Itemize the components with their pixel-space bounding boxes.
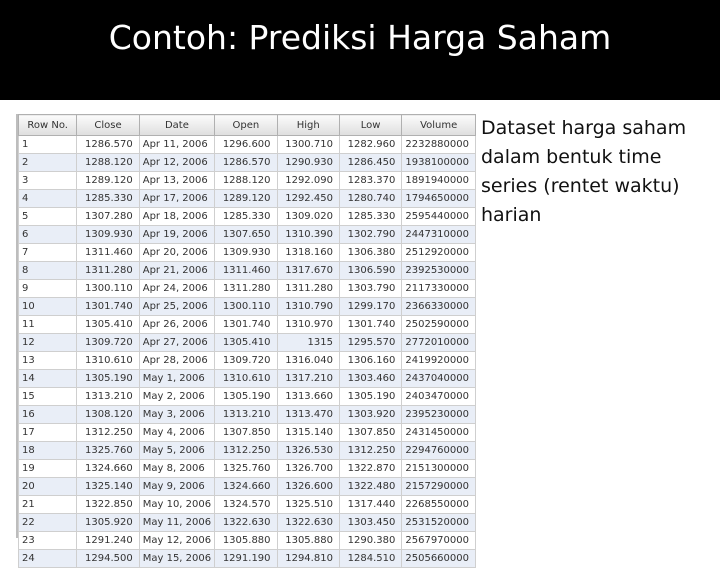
- table-cell: 1289.120: [77, 172, 139, 190]
- table-cell: 2502590000: [402, 316, 476, 334]
- table-cell: May 1, 2006: [139, 370, 214, 388]
- table-cell: 1285.330: [339, 208, 401, 226]
- table-cell: 1322.630: [277, 514, 339, 532]
- slide-title: Contoh: Prediksi Harga Saham: [108, 18, 612, 57]
- table-cell: 1301.740: [77, 298, 139, 316]
- table-cell: 1938100000: [402, 154, 476, 172]
- table-cell: 1292.090: [277, 172, 339, 190]
- table-row[interactable]: [19, 136, 476, 154]
- table-cell: 1309.020: [277, 208, 339, 226]
- table-body: [19, 136, 476, 568]
- table-cell: 1326.700: [277, 460, 339, 478]
- table-cell: 1325.140: [77, 478, 139, 496]
- table-cell: 1288.120: [215, 172, 277, 190]
- table-cell: Apr 11, 2006: [139, 136, 214, 154]
- table-cell: May 15, 2006: [139, 550, 214, 568]
- table-cell: May 5, 2006: [139, 442, 214, 460]
- table-cell: 2419920000: [402, 352, 476, 370]
- table-cell: 1325.760: [215, 460, 277, 478]
- table-cell: 5: [19, 208, 77, 226]
- table-cell: 2512920000: [402, 244, 476, 262]
- table-cell: 1301.740: [339, 316, 401, 334]
- table-cell: 1286.450: [339, 154, 401, 172]
- table-row[interactable]: [19, 172, 476, 190]
- table-cell: 21: [19, 496, 77, 514]
- table-cell: 23: [19, 532, 77, 550]
- table-cell: May 4, 2006: [139, 424, 214, 442]
- table-cell: Apr 21, 2006: [139, 262, 214, 280]
- table-cell: 2447310000: [402, 226, 476, 244]
- table-cell: May 10, 2006: [139, 496, 214, 514]
- table-cell: 1284.510: [339, 550, 401, 568]
- column-header[interactable]: Volume: [402, 115, 476, 136]
- table-row[interactable]: [19, 550, 476, 568]
- table-row[interactable]: [19, 280, 476, 298]
- table-cell: 1292.450: [277, 190, 339, 208]
- column-header[interactable]: Open: [215, 115, 277, 136]
- table-cell: 1303.460: [339, 370, 401, 388]
- table-cell: Apr 26, 2006: [139, 316, 214, 334]
- table-row[interactable]: [19, 460, 476, 478]
- table-cell: 1316.040: [277, 352, 339, 370]
- table-row[interactable]: [19, 154, 476, 172]
- table-cell: 2117330000: [402, 280, 476, 298]
- table-cell: Apr 28, 2006: [139, 352, 214, 370]
- table-cell: 1311.280: [215, 280, 277, 298]
- table-row[interactable]: [19, 496, 476, 514]
- table-row[interactable]: [19, 514, 476, 532]
- table-row[interactable]: [19, 298, 476, 316]
- table-cell: 1307.650: [215, 226, 277, 244]
- table-cell: 1296.600: [215, 136, 277, 154]
- table-cell: 2151300000: [402, 460, 476, 478]
- table-cell: 1290.380: [339, 532, 401, 550]
- table-cell: 19: [19, 460, 77, 478]
- table-cell: 1317.210: [277, 370, 339, 388]
- table-cell: 2294760000: [402, 442, 476, 460]
- table-cell: 3: [19, 172, 77, 190]
- table-row[interactable]: [19, 244, 476, 262]
- table-cell: 1310.610: [77, 352, 139, 370]
- table-cell: 2392530000: [402, 262, 476, 280]
- table-cell: 1291.240: [77, 532, 139, 550]
- table-cell: 2437040000: [402, 370, 476, 388]
- table-cell: 1324.660: [215, 478, 277, 496]
- table-cell: May 3, 2006: [139, 406, 214, 424]
- table-cell: 14: [19, 370, 77, 388]
- table-cell: 1300.710: [277, 136, 339, 154]
- table-cell: 1282.960: [339, 136, 401, 154]
- table-cell: Apr 25, 2006: [139, 298, 214, 316]
- column-header[interactable]: Date: [139, 115, 214, 136]
- table-cell: 1310.790: [277, 298, 339, 316]
- table-cell: 1324.660: [77, 460, 139, 478]
- table-cell: 1312.250: [339, 442, 401, 460]
- table-cell: 2157290000: [402, 478, 476, 496]
- table-cell: 2431450000: [402, 424, 476, 442]
- table-cell: 1326.530: [277, 442, 339, 460]
- table-cell: 1290.930: [277, 154, 339, 172]
- table-cell: Apr 27, 2006: [139, 334, 214, 352]
- table-row[interactable]: [19, 226, 476, 244]
- table-cell: 6: [19, 226, 77, 244]
- table-cell: 1318.160: [277, 244, 339, 262]
- table-cell: 4: [19, 190, 77, 208]
- table-cell: 2595440000: [402, 208, 476, 226]
- table-row[interactable]: [19, 442, 476, 460]
- table-cell: 1311.460: [77, 244, 139, 262]
- table-cell: 1309.720: [77, 334, 139, 352]
- table-cell: 1312.250: [77, 424, 139, 442]
- table-cell: 1285.330: [215, 208, 277, 226]
- table-cell: 1315.140: [277, 424, 339, 442]
- table-cell: 8: [19, 262, 77, 280]
- table-cell: 1325.760: [77, 442, 139, 460]
- table-cell: 2531520000: [402, 514, 476, 532]
- table-cell: 1301.740: [215, 316, 277, 334]
- table-cell: May 8, 2006: [139, 460, 214, 478]
- table-row[interactable]: [19, 532, 476, 550]
- stock-price-table: [18, 114, 476, 568]
- table-cell: 1300.110: [215, 298, 277, 316]
- table-cell: 1311.280: [277, 280, 339, 298]
- table-cell: 2403470000: [402, 388, 476, 406]
- table-cell: 1309.930: [77, 226, 139, 244]
- table-cell: Apr 12, 2006: [139, 154, 214, 172]
- table-cell: 1306.380: [339, 244, 401, 262]
- table-cell: 7: [19, 244, 77, 262]
- table-row[interactable]: [19, 406, 476, 424]
- table-cell: Apr 18, 2006: [139, 208, 214, 226]
- column-header[interactable]: High: [277, 115, 339, 136]
- table-row[interactable]: [19, 352, 476, 370]
- table-cell: 2366330000: [402, 298, 476, 316]
- table-cell: 1286.570: [215, 154, 277, 172]
- table-cell: 1324.570: [215, 496, 277, 514]
- table-cell: 1303.450: [339, 514, 401, 532]
- table-row[interactable]: [19, 478, 476, 496]
- table-cell: 1302.790: [339, 226, 401, 244]
- dataset-table-screenshot: [16, 114, 476, 564]
- table-cell: 22: [19, 514, 77, 532]
- column-header[interactable]: Low: [339, 115, 401, 136]
- table-cell: 11: [19, 316, 77, 334]
- table-cell: Apr 20, 2006: [139, 244, 214, 262]
- table-cell: 9: [19, 280, 77, 298]
- table-cell: 1305.190: [215, 388, 277, 406]
- table-cell: 2772010000: [402, 334, 476, 352]
- table-cell: 1305.410: [215, 334, 277, 352]
- table-cell: May 9, 2006: [139, 478, 214, 496]
- table-cell: 1308.120: [77, 406, 139, 424]
- table-cell: 2395230000: [402, 406, 476, 424]
- table-cell: 13: [19, 352, 77, 370]
- column-header[interactable]: Row No.: [19, 115, 77, 136]
- table-cell: 1291.190: [215, 550, 277, 568]
- table-cell: Apr 24, 2006: [139, 280, 214, 298]
- table-cell: 1295.570: [339, 334, 401, 352]
- table-header-row: [19, 115, 476, 136]
- table-cell: 1: [19, 136, 77, 154]
- table-cell: 18: [19, 442, 77, 460]
- table-cell: 1289.120: [215, 190, 277, 208]
- table-cell: 1306.590: [339, 262, 401, 280]
- table-cell: 15: [19, 388, 77, 406]
- table-cell: 17: [19, 424, 77, 442]
- table-cell: 1325.510: [277, 496, 339, 514]
- table-cell: 1305.920: [77, 514, 139, 532]
- table-cell: 1303.790: [339, 280, 401, 298]
- table-cell: 1317.440: [339, 496, 401, 514]
- table-cell: 1286.570: [77, 136, 139, 154]
- table-cell: 1794650000: [402, 190, 476, 208]
- table-cell: 1309.930: [215, 244, 277, 262]
- table-cell: 1307.280: [77, 208, 139, 226]
- table-row[interactable]: [19, 262, 476, 280]
- table-cell: May 11, 2006: [139, 514, 214, 532]
- table-cell: 1312.250: [215, 442, 277, 460]
- column-header[interactable]: Close: [77, 115, 139, 136]
- table-cell: 1294.810: [277, 550, 339, 568]
- table-cell: 1294.500: [77, 550, 139, 568]
- table-cell: Apr 13, 2006: [139, 172, 214, 190]
- table-cell: 1310.610: [215, 370, 277, 388]
- table-cell: 12: [19, 334, 77, 352]
- table-cell: 1288.120: [77, 154, 139, 172]
- table-cell: 2268550000: [402, 496, 476, 514]
- table-cell: 1310.970: [277, 316, 339, 334]
- table-cell: 2567970000: [402, 532, 476, 550]
- table-row[interactable]: [19, 190, 476, 208]
- table-cell: 1322.850: [77, 496, 139, 514]
- table-cell: 1313.470: [277, 406, 339, 424]
- table-row[interactable]: [19, 208, 476, 226]
- table-cell: 1280.740: [339, 190, 401, 208]
- table-cell: 1326.600: [277, 478, 339, 496]
- table-cell: 1313.210: [77, 388, 139, 406]
- slide-title-bar: [0, 0, 720, 100]
- table-cell: 1322.480: [339, 478, 401, 496]
- table-cell: 2: [19, 154, 77, 172]
- table-cell: 10: [19, 298, 77, 316]
- table-cell: 1305.880: [277, 532, 339, 550]
- table-cell: 1322.630: [215, 514, 277, 532]
- table-cell: 1285.330: [77, 190, 139, 208]
- table-cell: 1305.190: [77, 370, 139, 388]
- table-cell: 1299.170: [339, 298, 401, 316]
- table-cell: 1891940000: [402, 172, 476, 190]
- table-cell: May 12, 2006: [139, 532, 214, 550]
- table-cell: 1305.880: [215, 532, 277, 550]
- table-cell: 1310.390: [277, 226, 339, 244]
- table-row[interactable]: [19, 316, 476, 334]
- table-cell: 24: [19, 550, 77, 568]
- table-row[interactable]: [19, 388, 476, 406]
- table-cell: 1283.370: [339, 172, 401, 190]
- table-cell: 2505660000: [402, 550, 476, 568]
- table-cell: 20: [19, 478, 77, 496]
- table-cell: 1305.190: [339, 388, 401, 406]
- dataset-description: Dataset harga saham dalam bentuk time series (rentet waktu) harian: [481, 117, 687, 226]
- table-cell: May 2, 2006: [139, 388, 214, 406]
- table-cell: 1315: [277, 334, 339, 352]
- table-cell: Apr 19, 2006: [139, 226, 214, 244]
- table-cell: 1311.460: [215, 262, 277, 280]
- table-cell: 1317.670: [277, 262, 339, 280]
- table-cell: 1309.720: [215, 352, 277, 370]
- table-cell: 1303.920: [339, 406, 401, 424]
- table-row[interactable]: [19, 424, 476, 442]
- table-cell: 2232880000: [402, 136, 476, 154]
- table-row[interactable]: [19, 370, 476, 388]
- table-row[interactable]: [19, 334, 476, 352]
- table-cell: Apr 17, 2006: [139, 190, 214, 208]
- table-cell: 1305.410: [77, 316, 139, 334]
- table-cell: 1322.870: [339, 460, 401, 478]
- table-cell: 1306.160: [339, 352, 401, 370]
- table-cell: 16: [19, 406, 77, 424]
- table-cell: 1307.850: [339, 424, 401, 442]
- table-cell: 1300.110: [77, 280, 139, 298]
- table-cell: 1313.210: [215, 406, 277, 424]
- table-cell: 1307.850: [215, 424, 277, 442]
- table-cell: 1313.660: [277, 388, 339, 406]
- table-cell: 1311.280: [77, 262, 139, 280]
